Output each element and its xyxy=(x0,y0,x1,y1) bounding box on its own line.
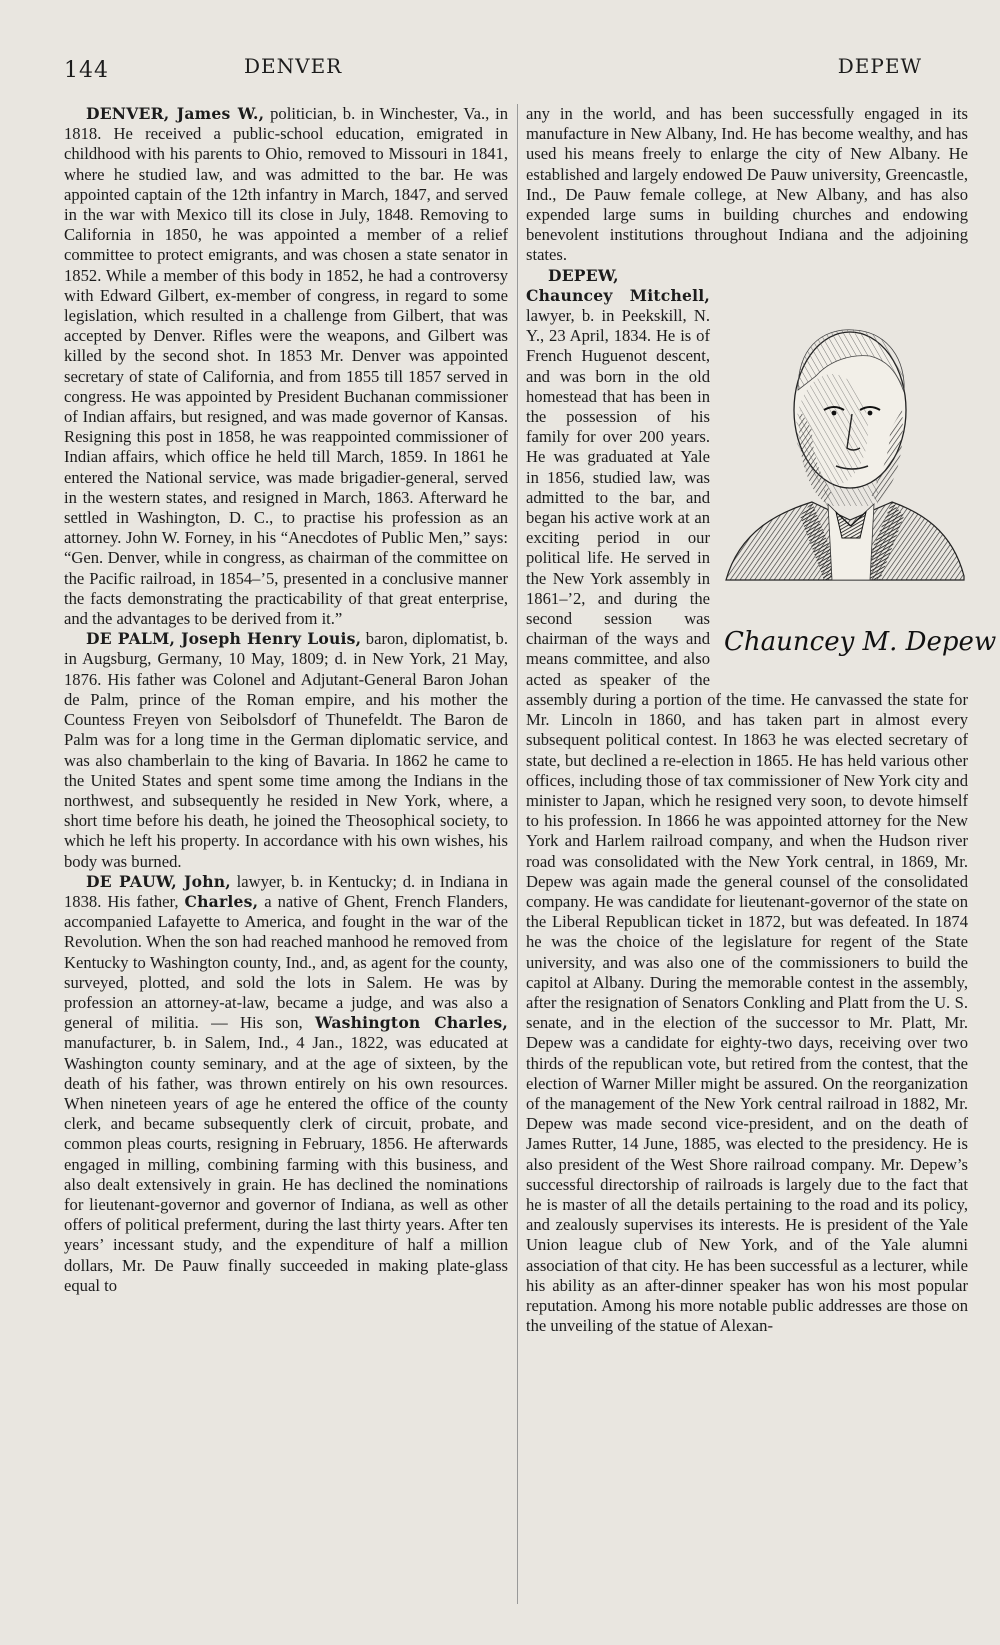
entry-de-pauw-continued: any in the world, and has been successfully engaged in its manufacture in New Albany, Ind. He has become wealthy, and has used his means freely to enlarge the city of New Albany. He established and largely endowed De Pauw university, Greencastle, Ind., De Pauw female college, at New Albany, and has also expended large sums in building churches and endowing benevolent institutions throughout Indiana and the adjoining states. xyxy=(526,104,968,265)
entry-heading: DENVER, James W., xyxy=(86,104,265,123)
column-divider xyxy=(517,104,518,1604)
header-left-word: DENVER xyxy=(244,54,343,78)
entry-heading: DEPEW, Chauncey Mitchell, xyxy=(526,265,710,305)
left-column xyxy=(64,104,508,1629)
entry-heading: DE PALM, Joseph Henry Louis, xyxy=(86,629,362,649)
signature: Chauncey M. Depew xyxy=(724,626,997,657)
entry-body: lawyer, b. in Kentucky; d. in Indiana in 1838. His father, xyxy=(64,871,508,911)
subentry-heading: Charles, xyxy=(184,891,259,911)
entry-body: lawyer, b. in Peekskill, N. Y., 23 April, 1834. He is of French Huguenot descent, and was born in the old homestead that has been in the possession of his family for over 200 years. He was graduated at Yale in 1856, studied law, was admitted to the bar, and began his active work at an exciting period in our political life. He served in the New York assembly in 1861–’2, and during the second session was chairman of the ways and means committee, and also acted as speaker of the assembly during a portion of the time. He canvassed the state for Mr. Lincoln in 1860, and has taken part in almost every subsequent political contest. In 1863 he was elected secretary of state, but declined a re-election in 1865. He has held various other offices, including those of tax commissioner of New York city and minister to Japan, which he resigned very soon, to devote himself to his profession. In 1866 he was appointed attorney for the New York and Harlem railroad company, and when the Hudson river road was consolidated with the New York central, in 1869, Mr. Depew was again made the general counsel of the consolidated company. He was candidate for lieutenant-governor of the state on the Liberal Republican ticket in 1872, but was defeated. In 1874 he was the choice of the legislature for regent of the State university, and was also one of the commissioners to build the capitol at Albany. During the memorable contest in the assembly, after the resignation of Senators Conkling and Platt from the U. S. senate, and in the election of the successor to Mr. Platt, Mr. Depew was a candidate for eighty-two days, receiving over two thirds of the republican vote, but retired from the contest, that the election of Warner Miller might be assured. On the reorganization of the management of the New York central railroad in 1882, Mr. Depew was made second vice-president, and on the death of James Rutter, 14 June, 1885, was elected to the presidency. He is also president of the West Shore railroad company. Mr. Depew’s successful directorship of railroads is largely due to the fact that he is master of all the details pertaining to the road and its policy, and zealously supervises its interests. He is president of the Yale Union league club of New York, and of the Yale alumni association of that city. He has been successful as a lecturer, while his ability as an after-dinner speaker has won his most popular reputation. Among his more notable public addresses are those on the unveiling of the statue of Alexan- xyxy=(526,306,968,1336)
page-number: 144 xyxy=(64,58,109,83)
entry-depew xyxy=(526,265,997,1337)
header-right-word: DEPEW xyxy=(837,54,922,78)
entry-de-palm xyxy=(64,629,508,871)
entry-heading: DE PAUW, John, xyxy=(86,871,231,891)
entry-body: baron, diplomatist, b. in Augsburg, Germany, 10 May, 1809; d. in New York, 21 May, 1876. His father was Colonel and Adjutant-General Baron Johan de Palm, prince of the Roman empire, and his mother the Countess Freyen von Seibolsdorf of Thunefeldt. The Baron de Palm was for a long time in the German diplomatic service, and was also chamberlain to the king of Bavaria. In 1862 he came to the United States and spent some time among the Indians in the northwest, and subsequently he resided in New York, where, a short time before his death, he joined the Theosophical society, to which he left his property. In accordance with his own wishes, his body was burned. xyxy=(64,629,508,871)
subentry-heading: Washington Charles, xyxy=(314,1013,508,1033)
right-column xyxy=(526,104,997,1629)
entry-de-pauw xyxy=(64,872,508,1296)
entry-body: a native of Ghent, French Flanders, accompanied Lafayette to America, and fought in the war of the Revolution. When the son had reached manhood he removed from Kentucky to Washington county, Ind., and, as agent for the county, surveyed, plotted, and sold the lots in Salem. He was by profession an attorney-at-law, became a judge, and was also a general of militia. — His son, xyxy=(64,891,508,1033)
running-head xyxy=(64,52,952,82)
portrait-figure xyxy=(720,280,997,672)
depew-portrait-engraving xyxy=(720,280,997,672)
entry-denver xyxy=(64,104,508,629)
entry-body: politician, b. in Winchester, Va., in 1818. He received a public-school education, emigrated in childhood with his parents to Ohio, removed to Missouri in 1841, where he studied law, and was admitted to the bar. He was appointed captain of the 12th infantry in March, 1847, and served in the war with Mexico till its close in July, 1848. Removing to California in 1850, he was appointed a member of a relief committee to protect emigrants, and was chosen a state senator in 1852. While a member of this body in 1852, he had a controversy with Edward Gilbert, ex-member of congress, in regard to some legislation, which resulted in a challenge from Gilbert, that was accepted by Denver. Rifles were the weapons, and Gilbert was killed by the second shot. In 1853 Mr. Denver was appointed secretary of state of California, and from 1855 till 1857 served in congress. He was appointed by President Buchanan commissioner of Indian affairs, but resigned, and was made governor of Kansas. Resigning this post in 1858, he was reappointed commissioner of Indian affairs, which office he held till March, 1859. In 1861 he entered the National service, was made brigadier-general, served in the western states, and resigned in March, 1863. Afterward he settled in Washington, D. C., to practise his profession as an attorney. John W. Forney, in his “Anecdotes of Public Men,” says: “Gen. Denver, while in congress, as chairman of the committee on the Pacific railroad, in 1854–’5, presented in a conclusive manner the facts demonstrating the practicability of that great enterprise, and the advantages to be derived from it.” xyxy=(64,104,508,629)
entry-body: manufacturer, b. in Salem, Ind., 4 Jan., 1822, was educated at Washington county seminary, and at the age of sixteen, by the death of his father, was thrown entirely on his own resources. When nineteen years of age he entered the office of the county clerk, and became subsequently clerk of circuit, probate, and common pleas courts, resigning in February, 1856. He afterwards engaged in milling, combining farming with this business, and also dealt extensively in grain. He has declined the nominations for lieutenant-governor and governor of Indiana, as well as other offers of political preferment, during the last thirty years. After ten years’ incessant study, and the expenditure of half a million dollars, Mr. De Pauw finally succeeded in making plate-glass equal to xyxy=(64,1033,508,1295)
